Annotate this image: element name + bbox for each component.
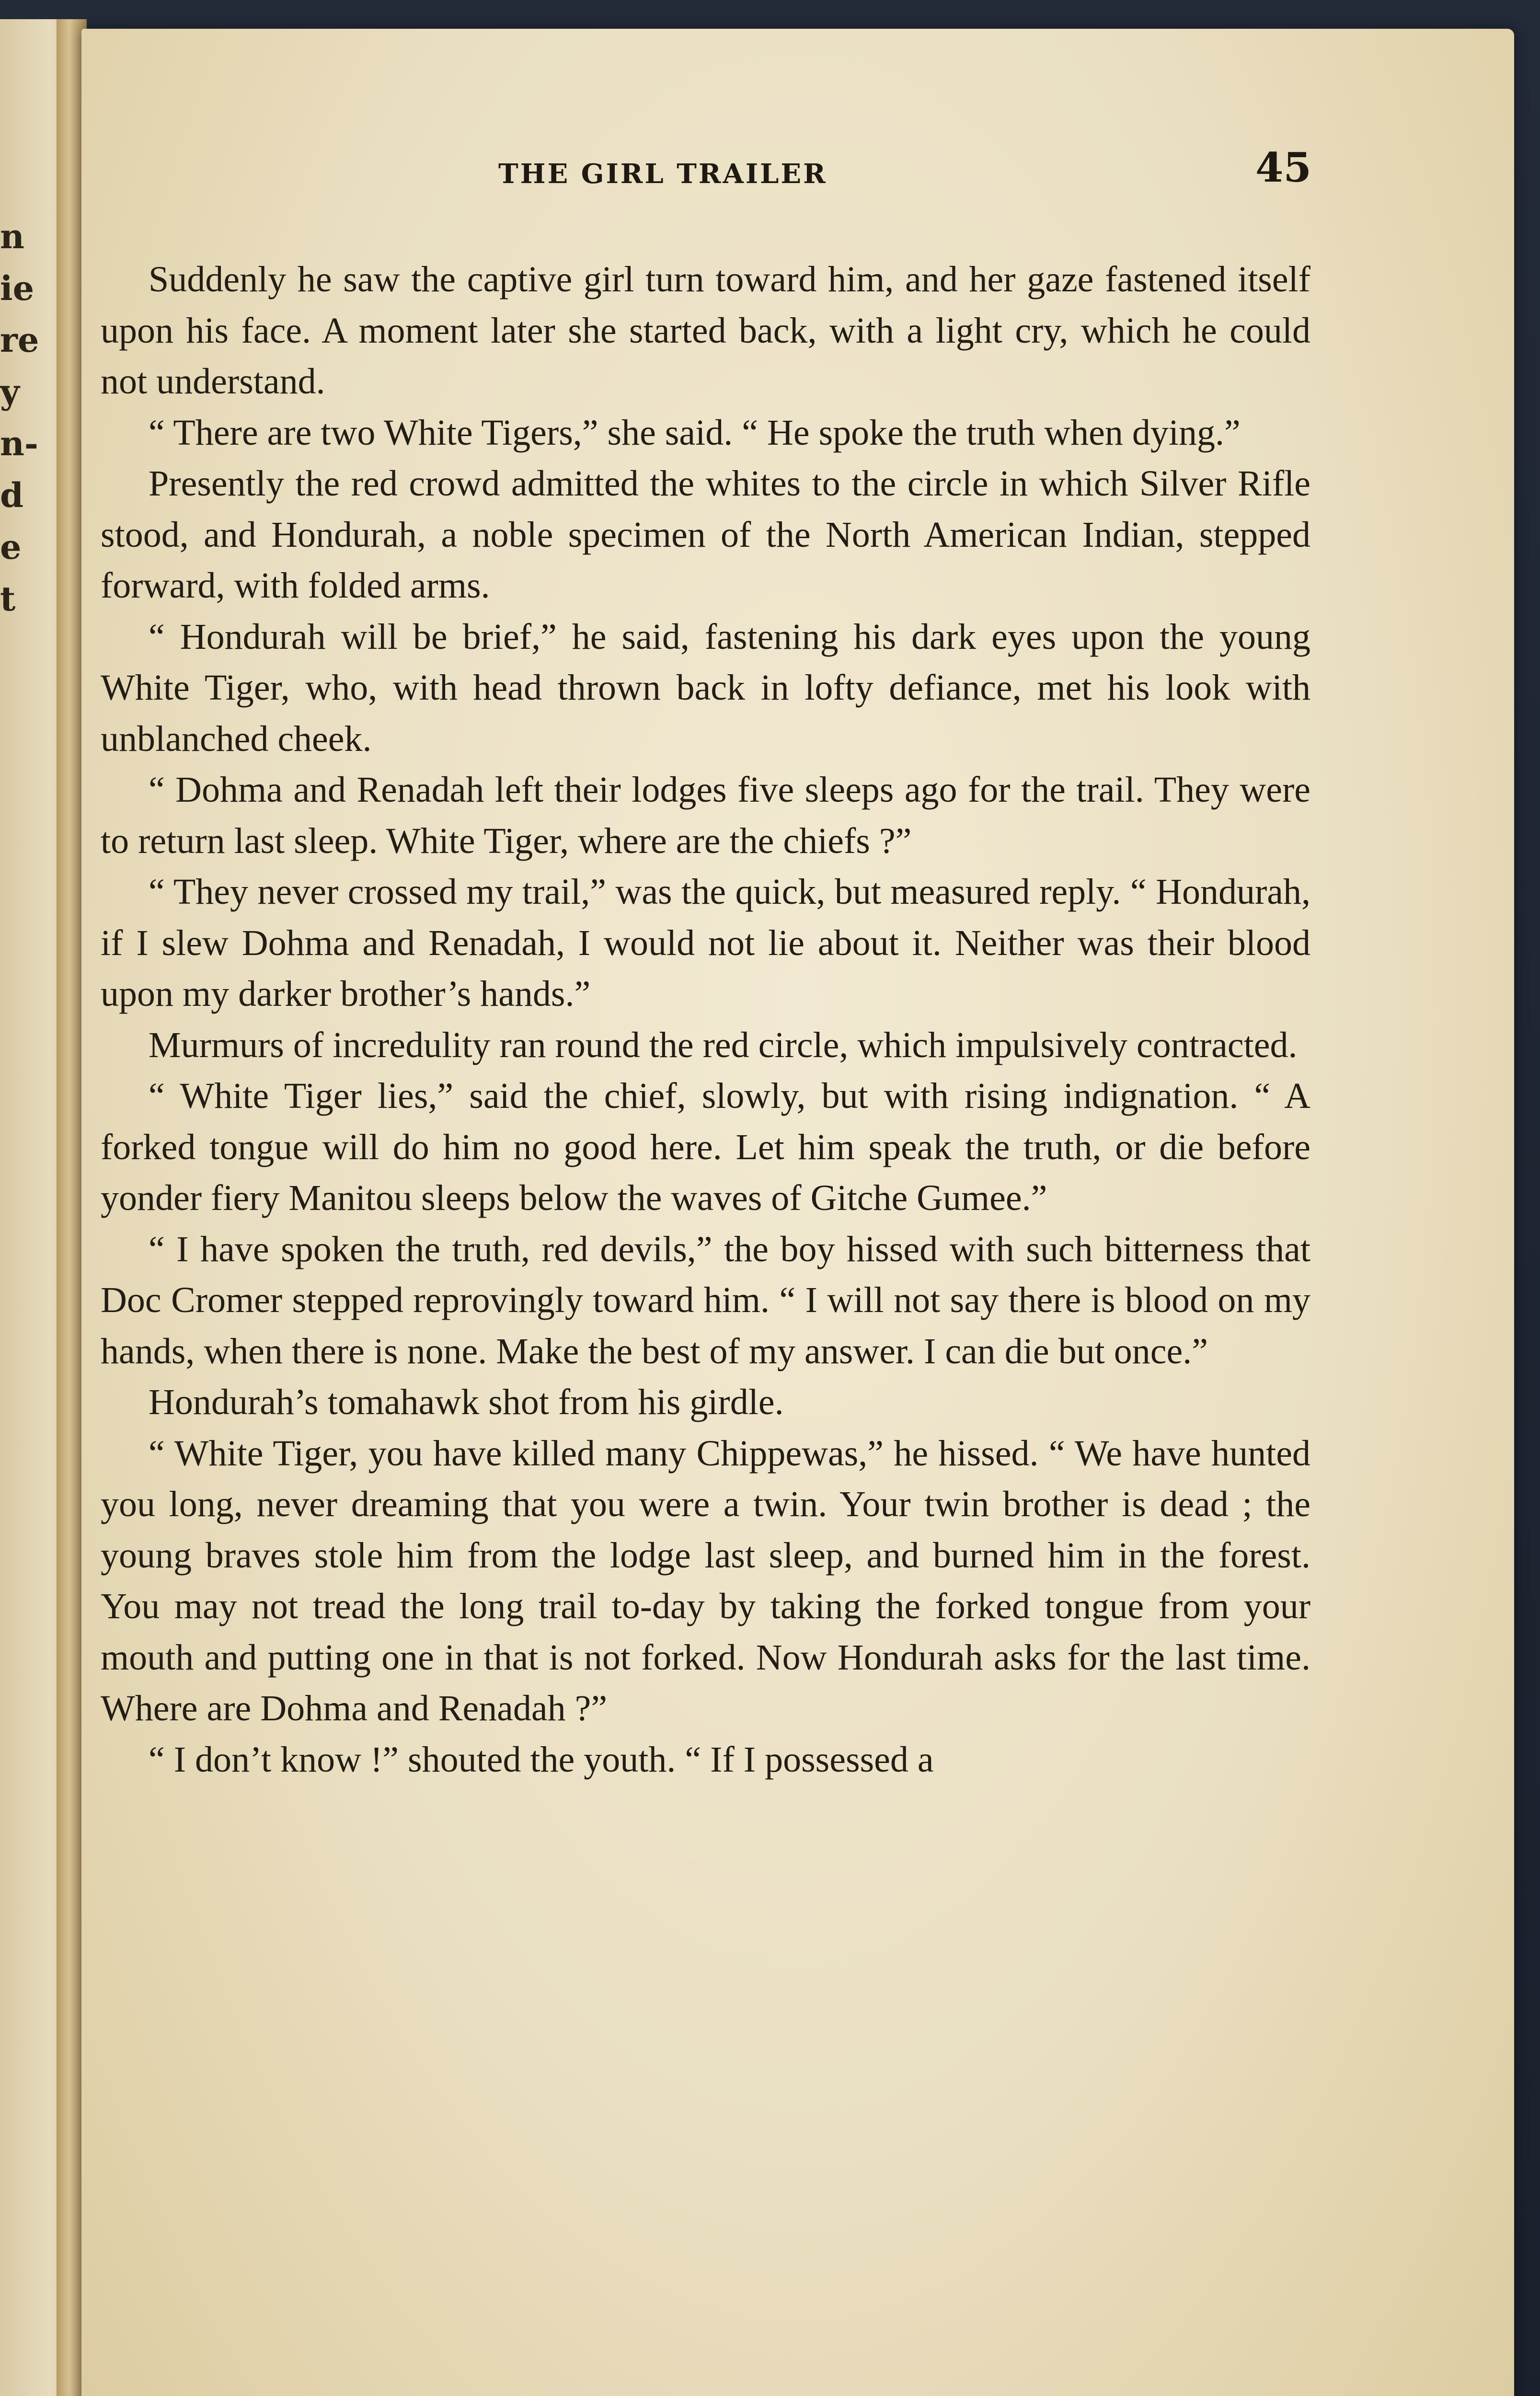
previous-page-margin-text [0,211,39,625]
page-header [81,139,1514,206]
fragment: ie [0,268,34,308]
page-number: 45 [1255,144,1311,191]
fragment: y [0,372,20,412]
paragraph: “ They never crossed my trail,” was the quick, but measured reply. “ Hondurah, if I slew Dohma and Renadah, I would not lie about it. Neither was their blood upon my darker brother’s hands.” [101,872,1310,1014]
fragment: d [0,475,23,515]
fragment: n [0,217,24,256]
paragraph: Presently the red crowd admitted the whites to the circle in which Silver Rifle stood, and Hondurah, a noble specimen of the North American Indian, stepped forward, with folded arms. [101,463,1310,606]
fragment: e [0,527,22,567]
paragraph: “ There are two White Tigers,” she said. “ He spoke the truth when dying.” [149,412,1241,453]
fragment: n- [0,424,38,463]
paragraph: Hondurah’s tomahawk shot from his girdle. [149,1382,784,1422]
paragraph: Suddenly he saw the captive girl turn toward him, and her gaze fastened itself upon his face. A moment later she started back, with a light cry, which he could not understand. [101,259,1310,402]
page-body-text [101,254,1310,1785]
paragraph: “ Hondurah will be brief,” he said, fastening his dark eyes upon the young White Tiger, who, with head thrown back in lofty defiance, met his look with unblanched cheek. [101,616,1310,759]
book-binding-gutter [57,19,85,2396]
fragment: re [0,320,39,360]
paragraph: “ White Tiger lies,” said the chief, slowly, but with rising indignation. “ A forked tongue will do him no good here. Let him speak the truth, or die before yonder fiery Manitou sleeps below the waves of Gitche Gumee.” [101,1076,1310,1218]
fragment: t [0,579,16,619]
paragraph: Murmurs of incredulity ran round the red circle, which impulsively contracted. [149,1025,1298,1065]
paragraph: “ I have spoken the truth, red devils,” the boy hissed with such bitterness that Doc Cromer stepped reprovingly toward him. “ I will not say there is blood on my hands, when there is none. Make the best of my answer. I can die but once.” [101,1229,1310,1371]
paragraph: “ I don’t know !” shouted the youth. “ If I possessed a [149,1739,934,1780]
paragraph: “ Dohma and Renadah left their lodges five sleeps ago for the trail. They were to return last sleep. White Tiger, where are the chiefs ?” [101,770,1310,861]
book-page [81,29,1514,2396]
running-title: THE GIRL TRAILER [498,158,827,190]
paragraph: “ White Tiger, you have killed many Chippewas,” he hissed. “ We have hunted you long, never dreaming that you were a twin. Your twin brother is dead ; the young braves stole him from the lodge last sleep, and burned him in the forest. You may not tread the long trail to-day by taking the forked tongue from your mouth and putting one in that is not forked. Now Hondurah asks for the last time. Where are Dohma and Renadah ?” [101,1433,1310,1728]
